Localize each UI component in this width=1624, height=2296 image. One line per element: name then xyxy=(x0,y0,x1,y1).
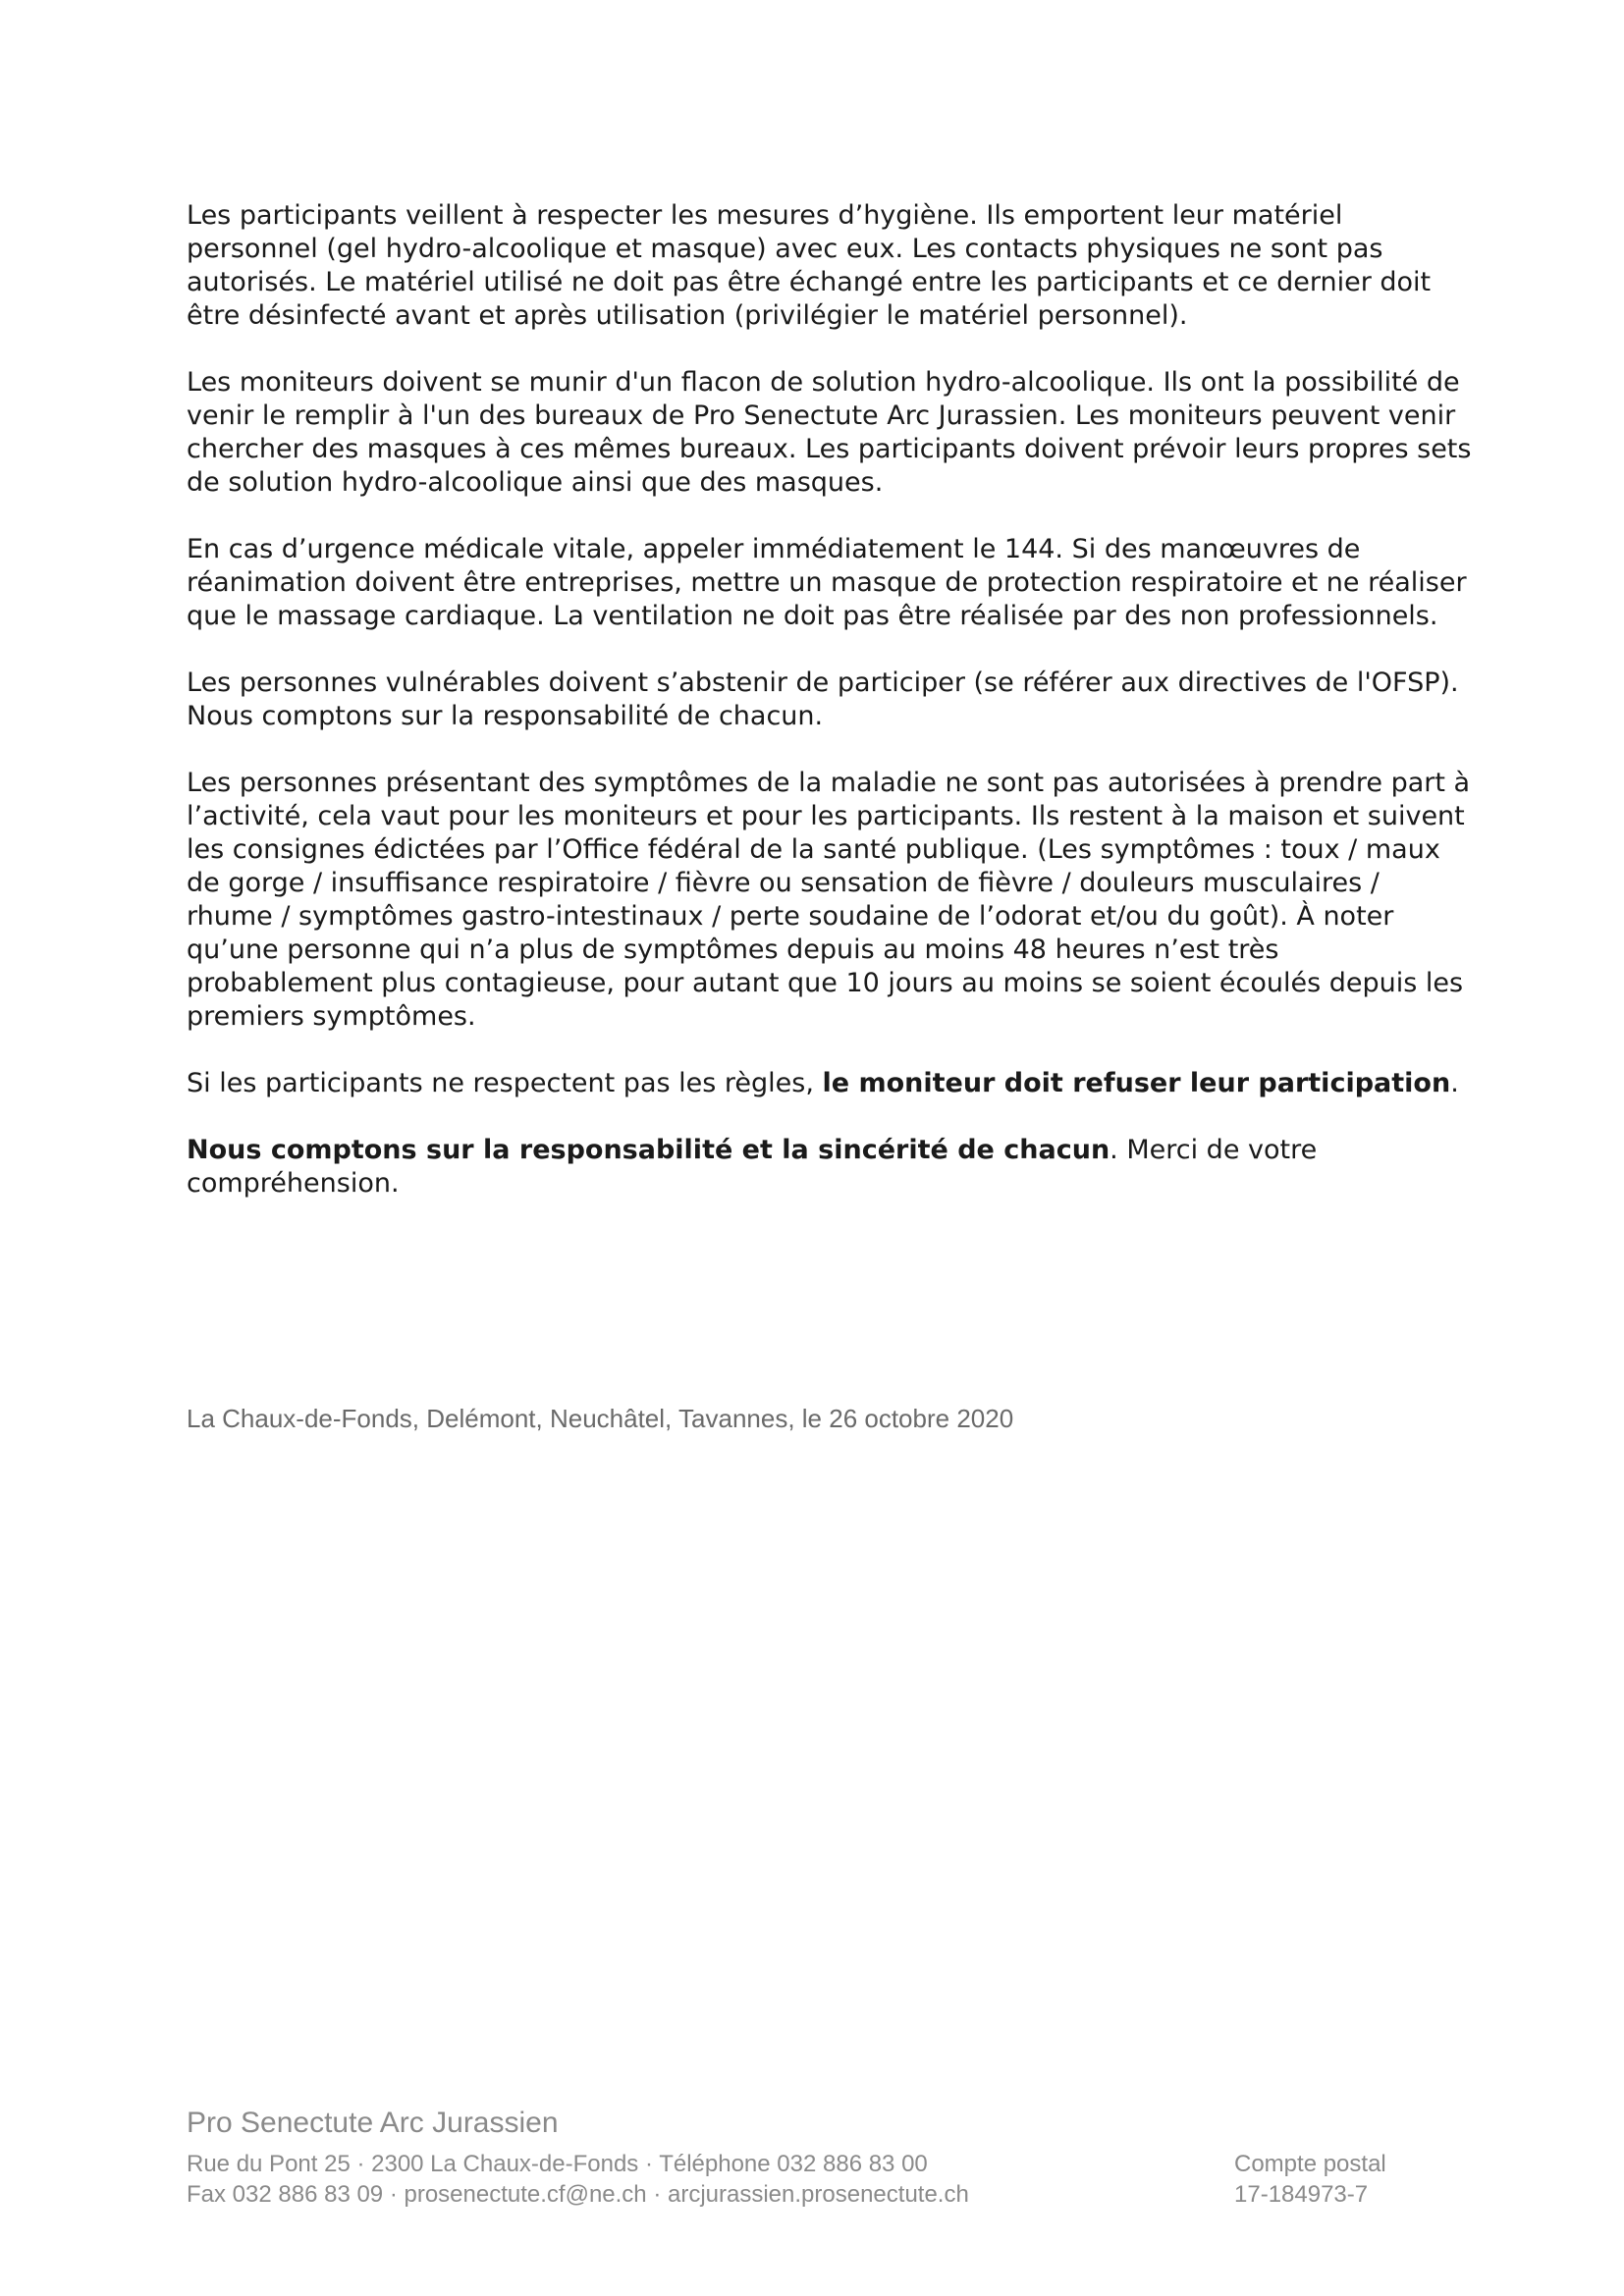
footer-organization: Pro Senectute Arc Jurassien xyxy=(187,2107,559,2139)
footer-address: Rue du Pont 25 · 2300 La Chaux-de-Fonds · Téléphone 032 886 83 00 xyxy=(187,2151,928,2177)
paragraph-3 xyxy=(187,533,1473,633)
paragraph-text: Les moniteurs doivent se munir d'un flacon de solution hydro-alcoolique. Ils ont la possibilité de venir le remplir à l'un des bureaux de Pro Senectute Arc Jurassien. Les moniteurs peuvent venir chercher des masques à ces mêmes bureaux. Les participants doivent prévoir leurs propres sets de solution hydro-alcoolique ainsi que des masques. xyxy=(187,367,1472,498)
paragraph-text: . Merci de votre compréhension. xyxy=(187,1135,1318,1199)
footer-postal-number: 17-184973-7 xyxy=(1234,2181,1369,2208)
emphasis-text: le moniteur doit refuser leur participation xyxy=(822,1068,1451,1098)
paragraph-text: Les personnes vulnérables doivent s’abstenir de participer (se référer aux directives de l'OFSP). Nous comptons sur la responsabilité de chacun. xyxy=(187,667,1459,731)
paragraph-7 xyxy=(187,1134,1473,1201)
emphasis-text: Nous comptons sur la responsabilité et la sincérité de chacun xyxy=(187,1135,1110,1165)
paragraph-text: Les participants veillent à respecter les mesures d’hygiène. Ils emportent leur matériel personnel (gel hydro-alcoolique et masque) avec eux. Les contacts physiques ne sont pas autorisés. Le matériel utilisé ne doit pas être échangé entre les participants et ce dernier doit être désinfecté avant et après utilisation (privilégier le matériel personnel). xyxy=(187,200,1432,331)
paragraph-4 xyxy=(187,667,1473,733)
paragraph-text: Les personnes présentant des symptômes de la maladie ne sont pas autorisées à prendre part à l’activité, cela vaut pour les moniteurs et pour les participants. Ils restent à la maison et suivent les consignes édictées par l’Office fédéral de la santé publique. (Les symptômes : toux / maux de gorge / insuffisance respiratoire / fièvre ou sensation de fièvre / douleurs musculaires / rhume / symptômes gastro-intestinaux / perte soudaine de l’odorat et/ou du goût). À noter qu’une personne qui n’a plus de symptômes depuis au moins 48 heures n’est très probablement plus contagieuse, pour autant que 10 jours au moins se soient écoulés depuis les premiers symptômes. xyxy=(187,768,1471,1032)
paragraph-2 xyxy=(187,366,1473,500)
paragraph-text: . xyxy=(1450,1068,1459,1098)
paragraph-text: En cas d’urgence médicale vitale, appeler immédiatement le 144. Si des manœuvres de réanimation doivent être entreprises, mettre un masque de protection respiratoire et ne réaliser que le massage cardiaque. La ventilation ne doit pas être réalisée par des non professionnels. xyxy=(187,534,1467,631)
document-body xyxy=(187,199,1473,1234)
paragraph-5 xyxy=(187,767,1473,1034)
paragraph-6 xyxy=(187,1067,1473,1100)
paragraph-text: Si les participants ne respectent pas les règles, xyxy=(187,1068,823,1098)
paragraph-1 xyxy=(187,199,1473,333)
dateline: La Chaux-de-Fonds, Delémont, Neuchâtel, Tavannes, le 26 octobre 2020 xyxy=(187,1404,1014,1433)
footer-contact: Fax 032 886 83 09 · prosenectute.cf@ne.ch · arcjurassien.prosenectute.ch xyxy=(187,2181,969,2208)
footer-postal-label: Compte postal xyxy=(1234,2151,1386,2177)
